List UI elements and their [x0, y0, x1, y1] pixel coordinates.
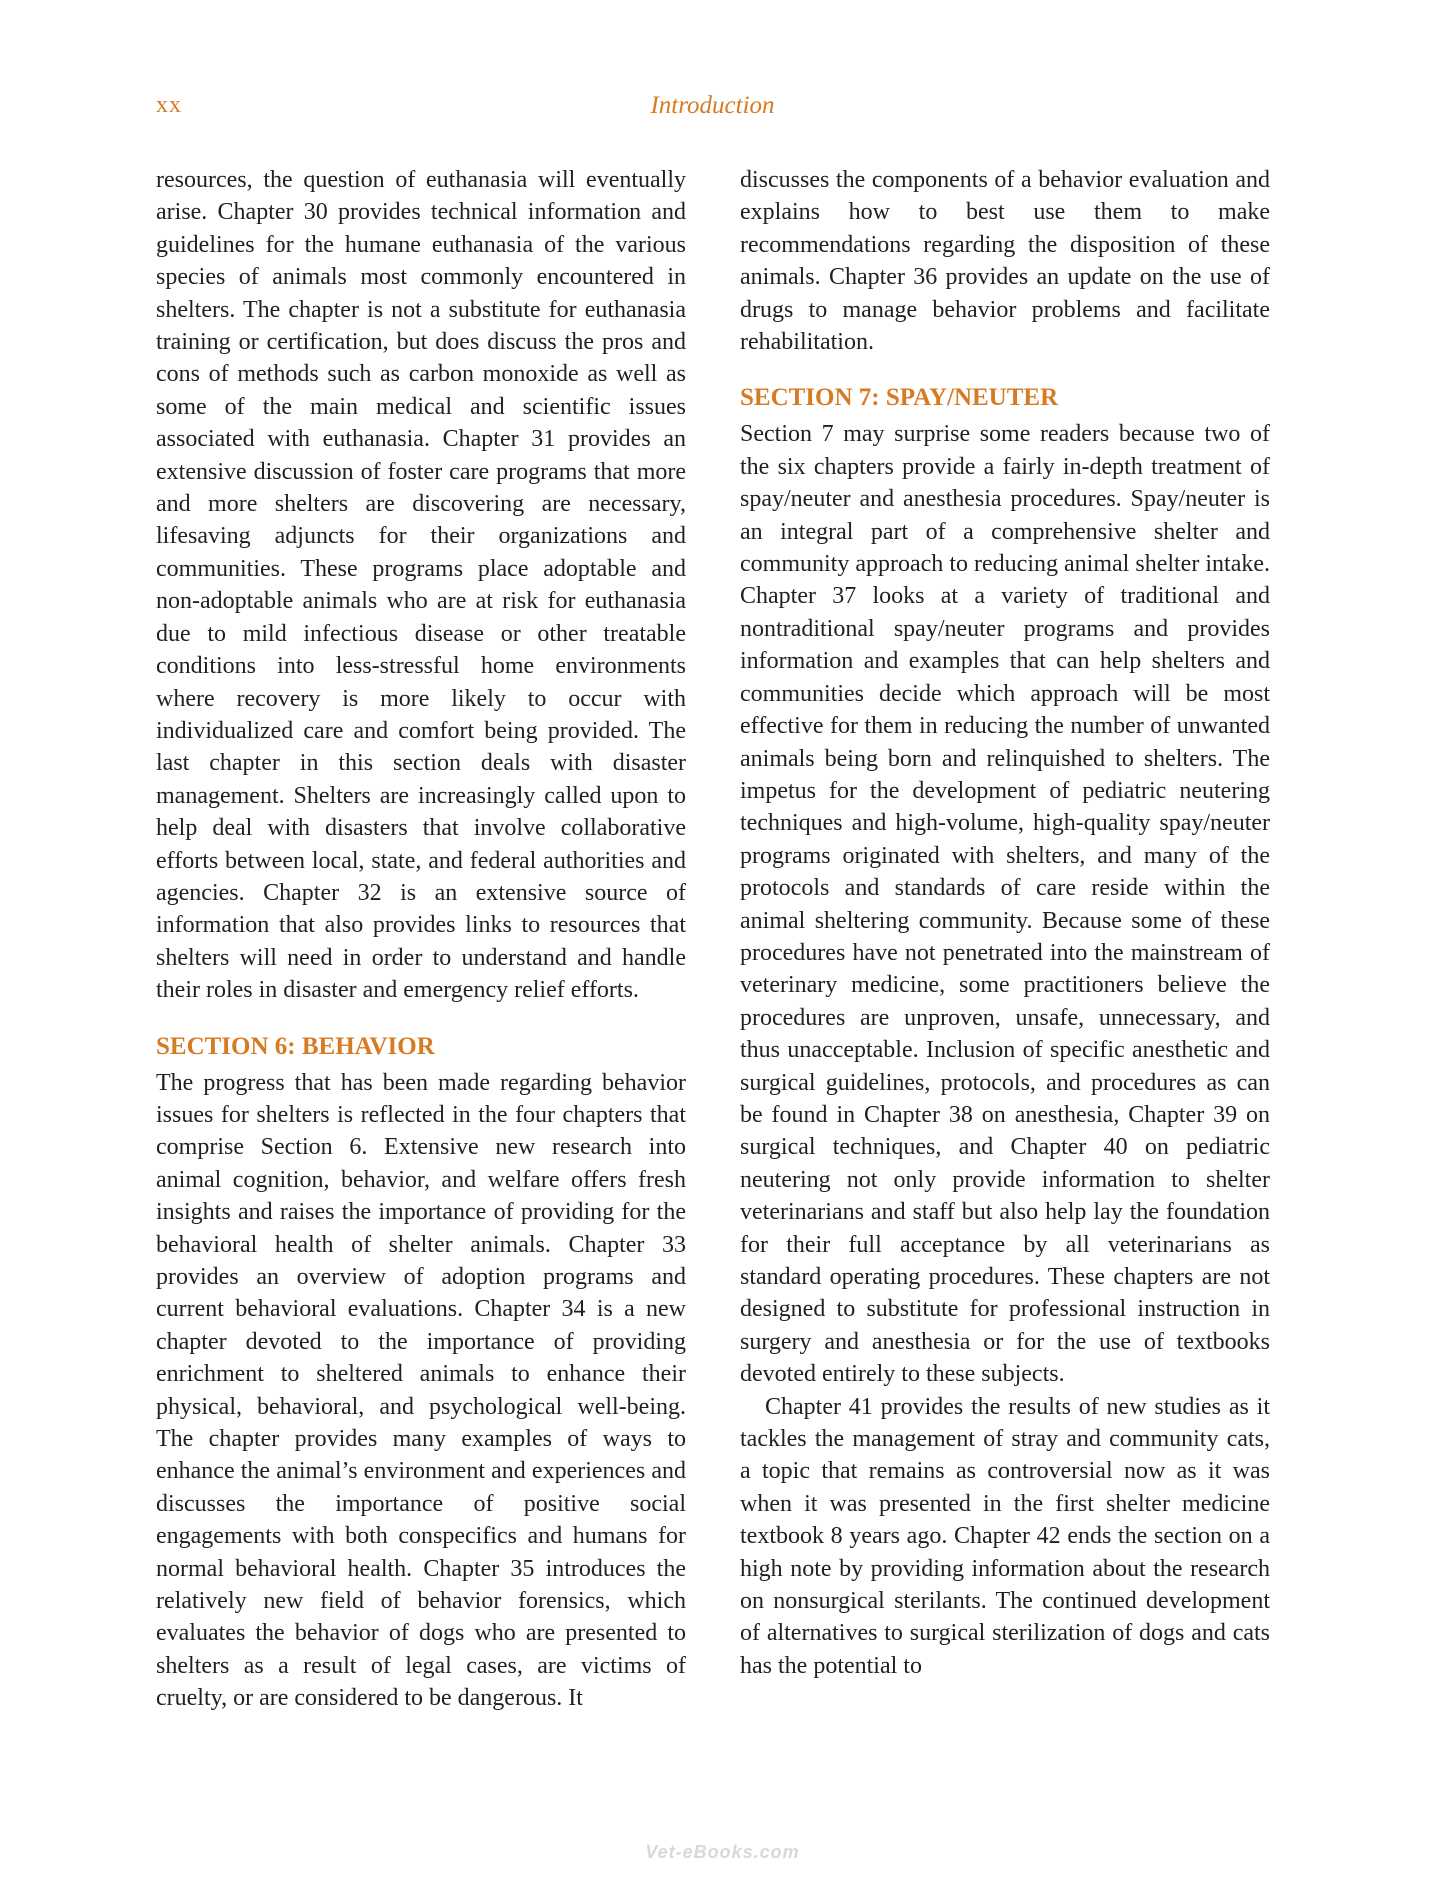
section-7-heading: SECTION 7: SPAY/NEUTER: [740, 384, 1059, 412]
left-column: [156, 164, 686, 1715]
paragraph-community-cats-sterilants: Chapter 41 provides the results of new studies as it tackles the management of stray and community cats, a topic that remains as controversial now as it was when it was presented in the first shelter medicine textbook 8 years ago. Chapter 42 ends the section on a high note by providing information about the research on nonsurgical sterilants. The continued development of alternatives to surgical sterilization of dogs and cats has the potential to: [740, 1393, 1270, 1679]
paragraph-behavior-continued: discusses the components of a behavior evaluation and explains how to best use them to make recommendations regarding the disposition of these animals. Chapter 36 provides an update on the use of drugs to manage behavior problems and facilitate rehabilitation.: [740, 167, 1270, 356]
right-column: [740, 164, 1270, 1682]
paragraph-section-6-behavior: The progress that has been made regarding behavior issues for shelters is reflected in the four chapters that comprise Section 6. Extensive new research into animal cognition, behavior, and welfare offers fresh insights and raises the importance of providing for the behavioral health of shelter animals. Chapter 33 provides an overview of adoption programs and current behavioral evaluations. Chapter 34 is a new chapter devoted to the importance of providing enrichment to sheltered animals to enhance their physical, behavioral, and psychological well-being. The chapter provides many examples of ways to enhance the animal’s environment and experiences and discusses the importance of positive social engagements with both conspecifics and humans for normal behavioral health. Chapter 35 introduces the relatively new field of behavior forensics, which evaluates the behavior of dogs who are presented to shelters as a result of legal cases, are victims of cruelty, or are considered to be dangerous. It: [156, 1069, 686, 1712]
watermark-logo: Vet-eBooks.com: [645, 1842, 800, 1862]
page-number: xx: [156, 92, 182, 118]
section-6-heading: SECTION 6: BEHAVIOR: [156, 1032, 435, 1060]
paragraph-euthanasia-foster-disaster: resources, the question of euthanasia will eventually arise. Chapter 30 provides technical information and guidelines for the humane euthanasia of the various species of animals most commonly encountered in shelters. The chapter is not a substitute for euthanasia training or certification, but does discuss the pros and cons of methods such as carbon monoxide as well as some of the main medical and scientific issues associated with euthanasia. Chapter 31 provides an extensive discussion of foster care programs that more and more shelters are discovering are necessary, lifesaving adjuncts for their organizations and communities. These programs place adoptable and non-adoptable animals who are at risk for euthanasia due to mild infectious disease or other treatable conditions into less-stressful home environments where recovery is more likely to occur with individualized care and comfort being provided. The last chapter in this section deals with disaster management. Shelters are increasingly called upon to help deal with disasters that involve collaborative efforts between local, state, and federal authorities and agencies. Chapter 32 is an extensive source of information that also provides links to resources that shelters will need in order to understand and handle their roles in disaster and emergency relief efforts.: [156, 167, 686, 1004]
paragraph-section-7-spay-neuter: Section 7 may surprise some readers because two of the six chapters provide a fairly in-depth treatment of spay/neuter and anesthesia procedures. Spay/neuter is an integral part of a comprehensive shelter and community approach to reducing animal shelter intake. Chapter 37 looks at a variety of traditional and nontraditional spay/neuter programs and provides information and examples that can help shelters and communities decide which approach will be most effective for them in reducing the number of unwanted animals being born and relinquished to shelters. The impetus for the development of pediatric neutering techniques and high-volume, high-quality spay/neuter programs originated with shelters, and many of the protocols and standards of care reside within the animal sheltering community. Because some of these procedures have not penetrated into the mainstream of veterinary medicine, some practitioners believe the procedures are unproven, unsafe, unnecessary, and thus unacceptable. Inclusion of specific anesthetic and surgical guidelines, protocols, and procedures as can be found in Chapter 38 on anesthesia, Chapter 39 on surgical techniques, and Chapter 40 on pediatric neutering not only provide information to shelter veterinarians and staff but also help lay the foundation for their full acceptance by all veterinarians as standard operating procedures. These chapters are not designed to substitute for professional instruction in surgery and anesthesia or for the use of textbooks devoted entirely to these subjects.: [740, 421, 1270, 1388]
running-title: Introduction: [650, 92, 775, 119]
